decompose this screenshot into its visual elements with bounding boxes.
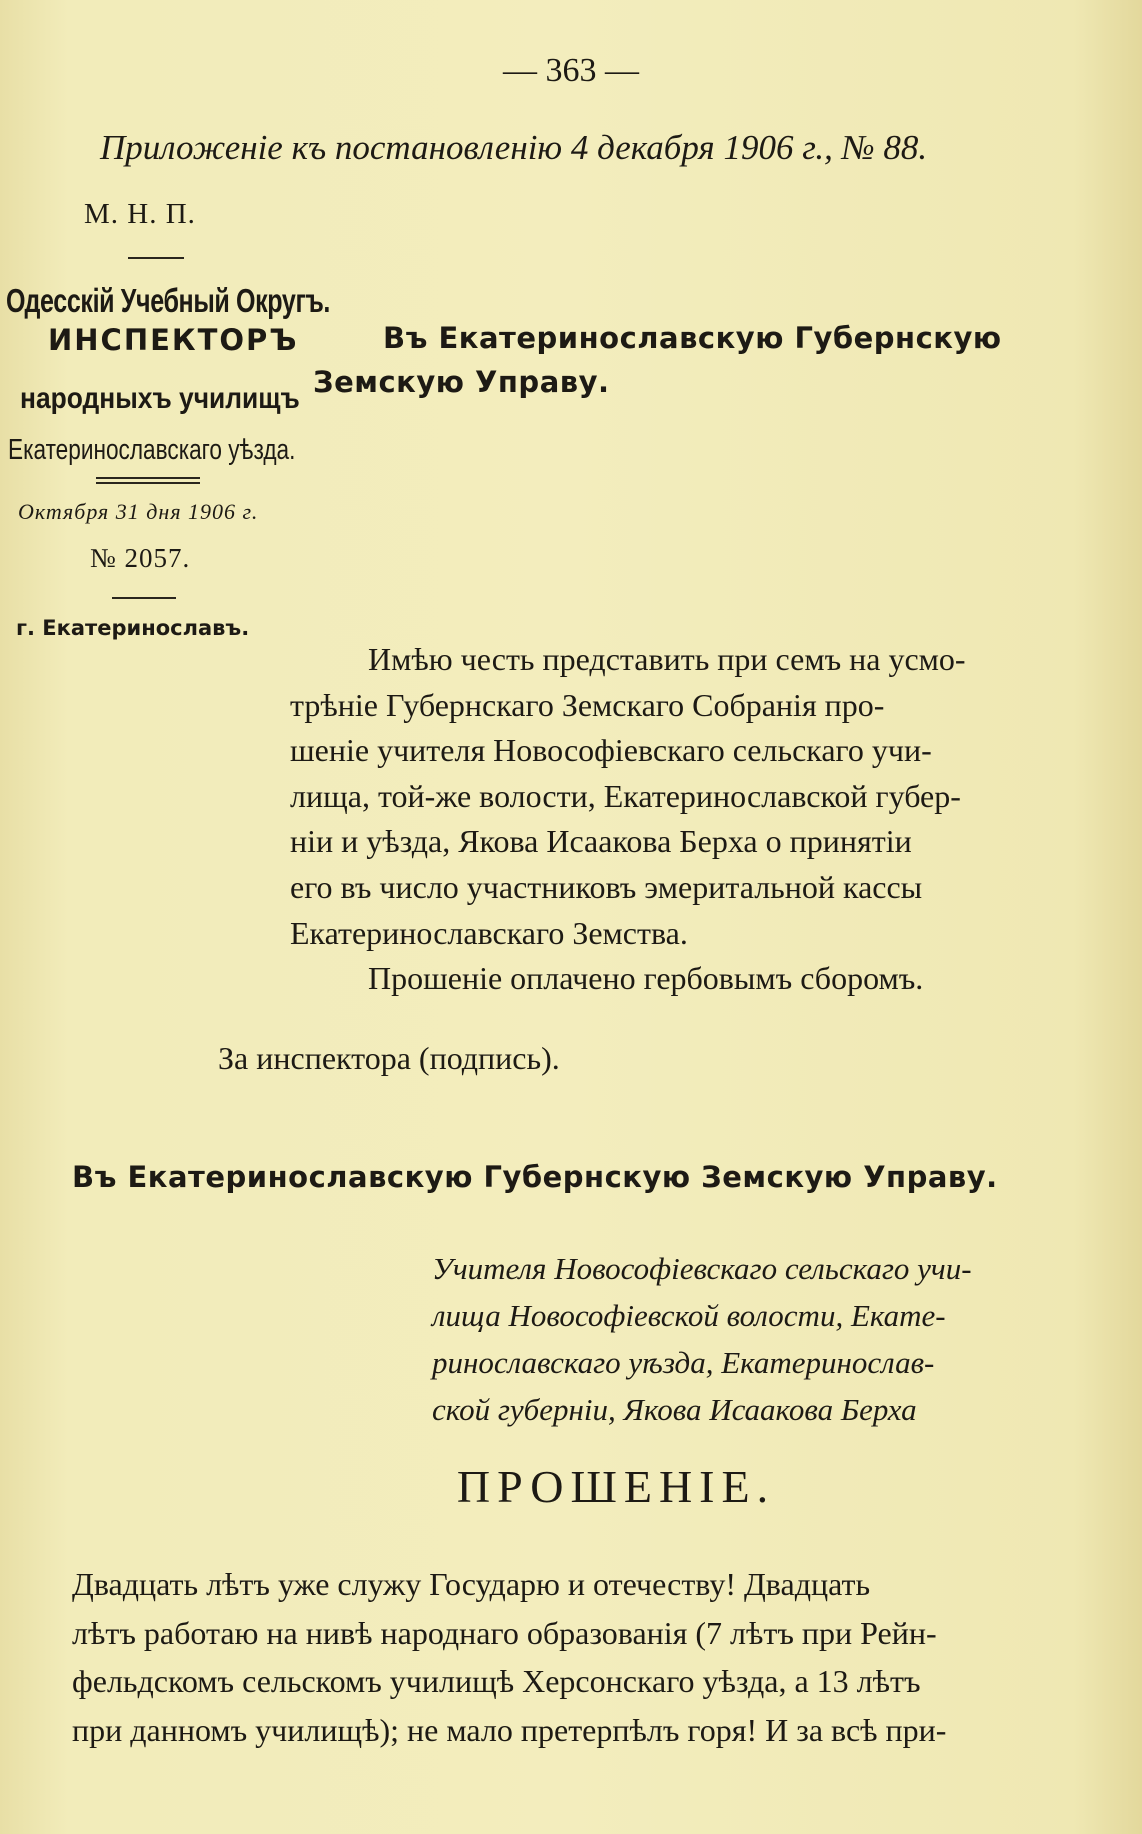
appendix-title: Приложеніе къ постановленію 4 декабря 1906 г., № 88. xyxy=(100,128,928,167)
petitioner-line: Учителя Новософіевскаго сельскаго учи- xyxy=(432,1251,972,1286)
petition-title: ПРОШЕНІЕ. xyxy=(456,1461,776,1512)
schools-line: народныхъ училищъ xyxy=(20,382,300,415)
divider xyxy=(128,257,184,259)
petition-line: фельдскомъ сельскомъ училищѣ Херсонскаго уѣзда, а 13 лѣтъ xyxy=(72,1663,921,1699)
divider xyxy=(96,482,200,484)
body-line: Прошеніе оплачено гербовымъ сборомъ. xyxy=(368,960,924,997)
petitioner-block xyxy=(432,1245,1012,1433)
divider xyxy=(96,477,200,479)
petition-body xyxy=(72,1560,1017,1754)
ministry-abbrev: М. Н. П. xyxy=(84,198,196,230)
petition-line: Двадцать лѣтъ уже служу Государю и отечеству! Двадцать xyxy=(72,1566,871,1602)
inspector-title: ИНСПЕКТОРЪ xyxy=(48,323,299,357)
addressee-2: Въ Екатеринославскую Губернскую Земскую Управу. xyxy=(72,1160,998,1194)
petition-line: лѣтъ работаю на нивѣ народнаго образованія (7 лѣтъ при Рейн- xyxy=(72,1614,937,1651)
body-line: шеніе учителя Новософіевскаго сельскаго учи- xyxy=(290,732,932,769)
letter-body xyxy=(290,637,1015,1002)
body-line: ніи и уѣзда, Якова Исаакова Берха о принятіи xyxy=(290,823,912,860)
page-number: — 363 — xyxy=(503,52,639,89)
letter-city: г. Екатеринославъ. xyxy=(16,616,250,640)
body-line: Имѣю честь представить при семъ на усмо- xyxy=(368,641,966,677)
addressee-line-2: Земскую Управу. xyxy=(313,365,610,399)
petitioner-line: ринославскаго уѣзда, Екатеринослав- xyxy=(432,1345,935,1380)
body-line: его въ число участниковъ эмеритальной кассы xyxy=(290,868,923,905)
district-line: Екатеринославскаго уѣзда. xyxy=(8,434,296,466)
body-line: лища, той-же волости, Екатеринославской губер- xyxy=(290,777,961,814)
school-district: Одесскій Учебный Округъ. xyxy=(6,282,331,319)
addressee xyxy=(313,316,1123,404)
body-line: трѣніе Губернскаго Земскаго Собранія про- xyxy=(290,686,885,723)
petitioner-line: ской губерніи, Якова Исаакова Берха xyxy=(432,1392,917,1427)
letter-number: № 2057. xyxy=(90,543,191,573)
body-line: Екатеринославскаго Земства. xyxy=(290,914,688,951)
signature: За инспектора (подпись). xyxy=(218,1040,560,1076)
letter-date: Октября 31 дня 1906 г. xyxy=(18,499,259,524)
divider xyxy=(112,597,176,599)
addressee-line-1: Въ Екатеринославскую Губернскую xyxy=(383,321,1002,355)
petitioner-line: лища Новософіевской волости, Екате- xyxy=(432,1298,946,1333)
petition-line: при данномъ училищѣ); не мало претерпѣлъ горя! И за всѣ при- xyxy=(72,1711,947,1748)
